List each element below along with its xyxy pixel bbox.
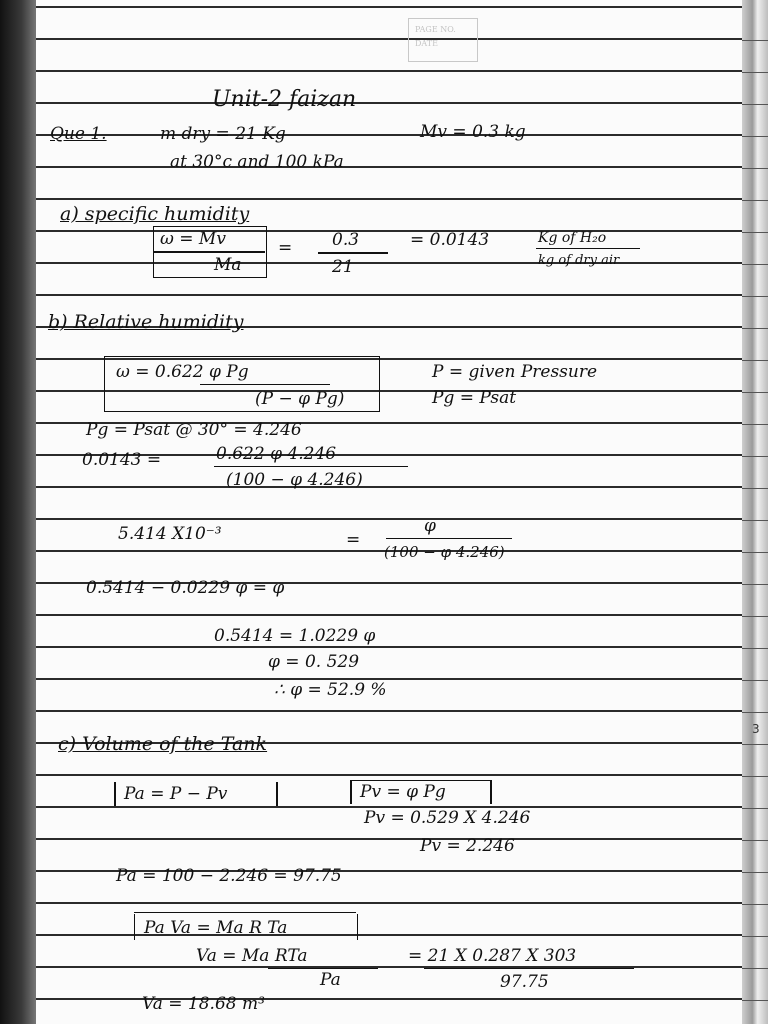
ideal-gas-formula: Pa Va = Ma R Ta <box>144 918 288 938</box>
rh-step-bar <box>386 538 512 539</box>
edge-rule-tick <box>742 232 768 233</box>
stamp-date: DATE <box>415 39 438 48</box>
va-formula-den: Pa <box>320 970 341 990</box>
edge-rule-tick <box>742 40 768 41</box>
edge-rule-tick <box>742 584 768 585</box>
va-calc-bar <box>424 968 634 969</box>
rh-eq-den: (100 − φ 4.246) <box>226 470 363 490</box>
value-numerator: 0.3 <box>332 230 360 250</box>
ideal-gas-box-top <box>134 912 356 913</box>
edge-rule-tick <box>742 488 768 489</box>
edge-rule-tick <box>742 776 768 777</box>
edge-rule-tick <box>742 456 768 457</box>
edge-rule-tick <box>742 136 768 137</box>
page-title: Unit-2 faizan <box>212 87 357 112</box>
edge-rule-tick <box>742 392 768 393</box>
edge-rule-tick <box>742 104 768 105</box>
page-right-edge <box>742 0 768 1024</box>
part-b-heading: b) Relative humidity <box>48 311 244 333</box>
pv-formula: Pv = φ Pg <box>360 782 446 802</box>
stamp-page-no: PAGE NO. <box>415 25 456 34</box>
edge-rule-tick <box>742 328 768 329</box>
pv-value: Pv = 2.246 <box>420 836 515 856</box>
edge-rule-tick <box>742 200 768 201</box>
edge-rule-tick <box>742 296 768 297</box>
edge-rule-tick <box>742 360 768 361</box>
unit-numerator: Kg of H₂o <box>538 230 607 246</box>
note-pressure: P = given Pressure <box>432 362 598 382</box>
pv-calc: Pv = 0.529 X 4.246 <box>364 808 531 828</box>
box2-top <box>350 780 490 781</box>
page-left-shadow <box>0 0 36 1024</box>
note-pg: Pg = Psat <box>432 388 517 408</box>
unit-denominator: kg of dry air <box>538 253 620 268</box>
part-a-heading: a) specific humidity <box>60 203 250 225</box>
edge-rule-tick <box>742 72 768 73</box>
given-mass-vapour: Mv = 0.3 kg <box>420 122 526 142</box>
formula-denominator: Ma <box>214 255 242 275</box>
unit-bar <box>536 248 640 249</box>
edge-rule-tick <box>742 648 768 649</box>
pg-at-30: Pg = Psat @ 30° = 4.246 <box>86 420 302 440</box>
rh-step-num: φ <box>424 516 436 536</box>
edge-rule-tick <box>742 520 768 521</box>
pa-calc: Pa = 100 − 2.246 = 97.75 <box>116 866 342 886</box>
edge-rule-tick <box>742 872 768 873</box>
edge-rule-tick <box>742 904 768 905</box>
edge-rule-tick <box>742 744 768 745</box>
edge-rule-tick <box>742 712 768 713</box>
given-conditions: at 30°c and 100 kPa <box>170 152 344 172</box>
edge-rule-tick <box>742 168 768 169</box>
edge-rule-tick <box>742 1000 768 1001</box>
equals-sign: = <box>278 238 293 258</box>
formula-box-divider <box>153 251 265 253</box>
page-date-stamp <box>408 18 478 62</box>
box2-right-bar <box>490 780 492 804</box>
rh-step-den: (100 − φ 4.246) <box>384 543 505 561</box>
va-calc-den: 97.75 <box>500 972 549 992</box>
va-formula: Va = Ma RTa <box>196 946 308 966</box>
phi-decimal: φ = 0. 529 <box>268 652 360 672</box>
va-calc-num: = 21 X 0.287 X 303 <box>408 946 577 966</box>
rh-linear-eq: 0.5414 − 0.0229 φ = φ <box>86 578 285 598</box>
formula-numerator: ω = Mv <box>160 229 226 249</box>
question-label: Que 1. <box>50 124 107 144</box>
rh-eq-left: 0.0143 = <box>82 450 162 470</box>
rh-formula-bottom: (P − φ Pg) <box>255 389 345 409</box>
given-mass-dry-air: m dry = 21 Kg <box>160 124 286 144</box>
rh-formula-top: ω = 0.622 φ Pg <box>116 362 249 382</box>
rh-formula-bar <box>200 384 330 385</box>
edge-rule-tick <box>742 968 768 969</box>
edge-rule-tick <box>742 680 768 681</box>
rh-step-left: 5.414 X10⁻³ <box>118 524 222 544</box>
phi-percent: ∴ φ = 52.9 % <box>274 680 387 700</box>
edge-rule-tick <box>742 552 768 553</box>
edge-mark: 3 <box>752 722 760 736</box>
box1-left-bar <box>114 782 116 806</box>
va-formula-bar <box>268 968 378 969</box>
edge-rule-tick <box>742 808 768 809</box>
rh-solve-eq: 0.5414 = 1.0229 φ <box>214 626 376 646</box>
rh-eq-num: 0.622 φ 4.246 <box>216 444 337 464</box>
part-c-heading: c) Volume of the Tank <box>58 733 268 755</box>
fraction-bar <box>318 252 388 254</box>
edge-rule-tick <box>742 936 768 937</box>
edge-rule-tick <box>742 264 768 265</box>
specific-humidity-result: = 0.0143 <box>410 230 490 250</box>
va-result: Va = 18.68 m³ <box>142 994 265 1014</box>
pa-formula: Pa = P − Pv <box>124 784 228 804</box>
edge-rule-tick <box>742 424 768 425</box>
value-denominator: 21 <box>332 257 354 277</box>
edge-rule-tick <box>742 616 768 617</box>
box2-left-bar <box>350 780 352 804</box>
rh-eq-bar <box>214 466 408 467</box>
box1-right-bar <box>276 782 278 806</box>
rh-step-eq: = <box>346 530 361 550</box>
edge-rule-tick <box>742 840 768 841</box>
